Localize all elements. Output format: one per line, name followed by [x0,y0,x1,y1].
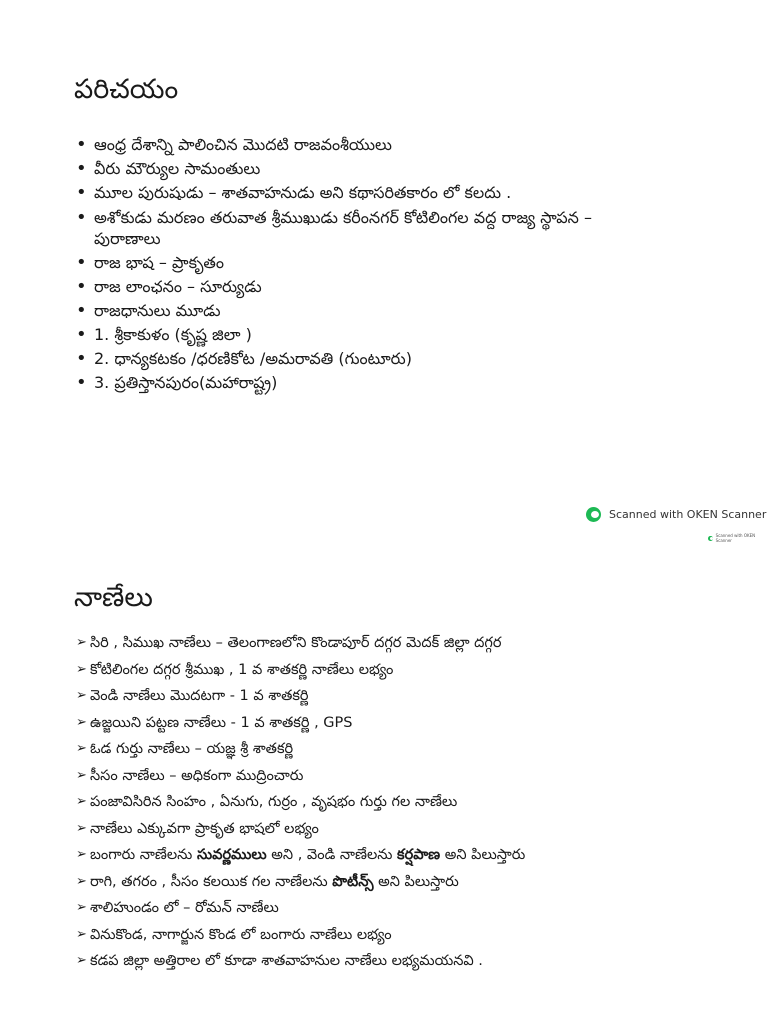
item-text: అని , వెండి నాణేలను [266,847,398,863]
scanner-label-small: Scanned with OKEN Scanner [715,533,756,543]
slide-title: పరిచయం [74,74,179,105]
slide-coins [0,560,768,1024]
list-item: ➢ వినుకొండ, నాగార్జున కొండ లో బంగారు నాణేలు లభ్యం [76,922,756,949]
bold-term: సువర్ణములు [196,847,267,863]
arrow-list [76,630,756,975]
list-item [76,869,756,896]
item-text: అని పిలుస్తారు [373,873,459,890]
scanner-label: Scanned with OKEN Scanner [609,508,767,521]
list-item: • రాజధానులు మూడు [76,299,656,323]
list-item: ➢ కోటిలింగల దగ్గర శ్రీముఖ , 1 వ శాతకర్ణి నాణేలు లభ్యం [76,657,756,684]
list-item: ➢ వెండి నాణేలు మొదటగా - 1 వ శాతకర్ణి [76,683,756,710]
list-item: ➢ సిరి , సిముఖ నాణేలు – తెలంగాణలోని కొండాపూర్ దగ్గర మెదక్ జిల్లా దగ్గర [76,630,756,657]
list-item: ➢ ఓడ గుర్తు నాణేలు – యజ్ఞ శ్రీ శాతకర్ణి [76,736,756,763]
scanner-watermark-small [708,533,768,543]
list-item: • ఆంధ్ర దేశాన్ని పాలించిన మొదటి రాజవంశీయులు [76,133,656,157]
list-item: • 3. ప్రతిస్తానపురం(మహారాష్ట్ర) [76,371,656,395]
list-item: ➢ సీసం నాణేలు – అధికంగా ముద్రించారు [76,763,756,790]
slide-title: నాణేలు [74,582,153,613]
oken-logo-icon [708,536,713,541]
list-item: • వీరు మౌర్యుల సామంతులు [76,157,656,181]
bold-term: కర్షపాణ [397,847,441,863]
item-text: బంగారు నాణేలను [90,847,197,863]
list-item: • మూల పురుషుడు – శాతవాహనుడు అని కథాసరితకారం లో కలదు . [76,181,656,205]
list-item: • 2. ధాన్యకటకం /ధరణికోట /అమరావతి (గుంటూరు) [76,347,656,371]
bullet-list [76,133,656,395]
list-item: ➢ పంజావిసిరిన సింహం , ఏనుగు, గుర్రం , వృషభం గుర్తు గల నాణేలు [76,789,756,816]
item-text: రాగి, తగరం , సీసం కలయిక గల నాణేలను [90,873,333,890]
list-item: ➢ కడప జిల్లా అత్తిరాల లో కూడా శాతవాహనుల నాణేలు లభ్యమయనవి . [76,948,756,975]
list-item: ➢ శాలిహుండం లో – రోమన్ నాణేలు [76,895,756,922]
list-item: ➢ ఉజ్జయిని పట్టణ నాణేలు - 1 వ శాతకర్ణి , GPS [76,710,756,737]
list-item [76,842,756,869]
oken-logo-icon [586,507,601,522]
bold-term: పొటీన్స్ [332,873,374,890]
list-item: • 1. శ్రీకాకుళం (కృష్ణ జిలా ) [76,323,656,347]
list-item: • రాజ భాష – ప్రాకృతం [76,251,656,275]
scanner-watermark [586,507,766,522]
list-item: ➢ నాణేలు ఎక్కువగా ప్రాకృత భాషలో లభ్యం [76,816,756,843]
list-item: • అశోకుడు మరణం తరువాత శ్రీముఖుడు కరీంనగర్ కోటిలింగల వద్ద రాజ్య స్థాపన –పురాణాలు [76,207,656,249]
list-item: • రాజ లాంఛనం – సూర్యుడు [76,275,656,299]
item-text: అని పిలుస్తారు [440,847,526,863]
